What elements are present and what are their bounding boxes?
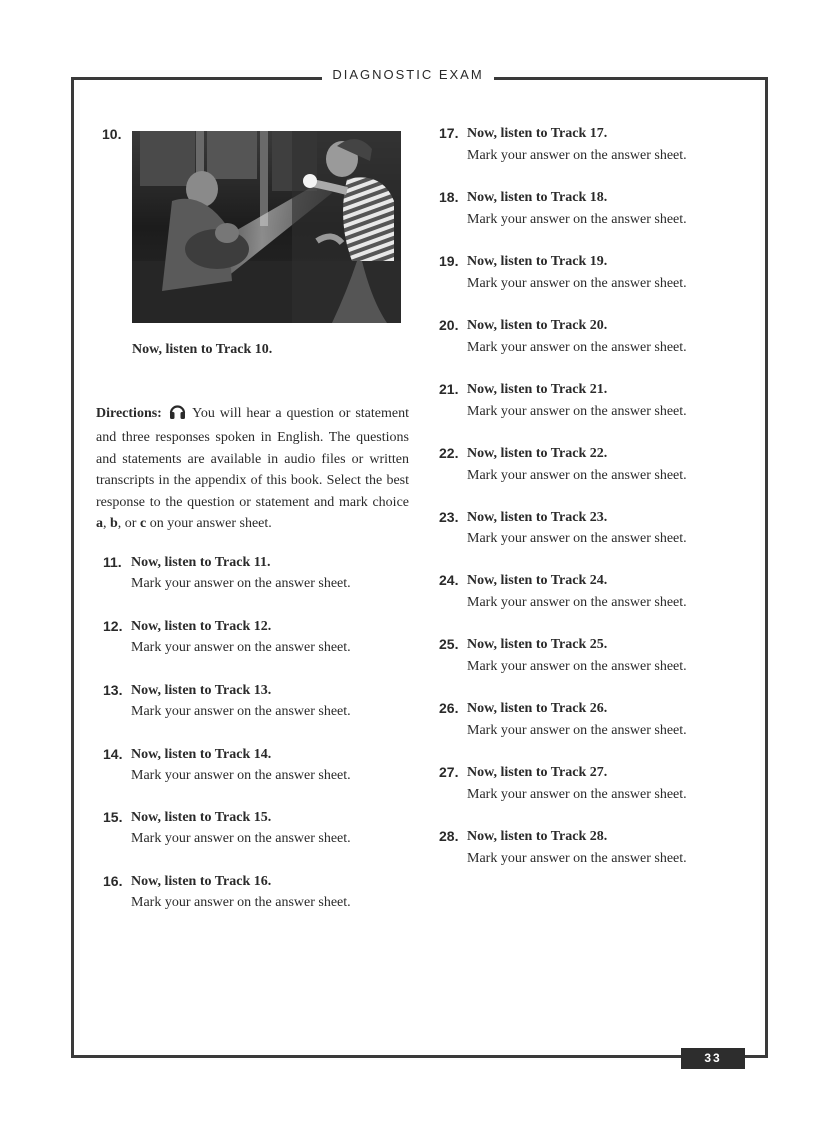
directions-block — [96, 403, 409, 534]
question-number: 16. — [103, 873, 123, 889]
section-header — [0, 66, 816, 84]
headphones-icon — [169, 403, 186, 427]
question-instruction: Mark your answer on the answer sheet. — [467, 787, 687, 802]
question-number: 23. — [439, 509, 459, 525]
question-instruction: Mark your answer on the answer sheet. — [467, 404, 687, 419]
question-title: Now, listen to Track 15. — [131, 810, 272, 825]
question-title: Now, listen to Track 14. — [131, 747, 272, 762]
question-title: Now, listen to Track 11. — [131, 555, 271, 570]
question-title: Now, listen to Track 21. — [467, 382, 608, 397]
question-number: 20. — [439, 317, 459, 333]
question-number: 22. — [439, 445, 459, 461]
question-instruction: Mark your answer on the answer sheet. — [131, 831, 351, 846]
question-instruction: Mark your answer on the answer sheet. — [131, 704, 351, 719]
question-title: Now, listen to Track 18. — [467, 190, 608, 205]
question-instruction: Mark your answer on the answer sheet. — [467, 276, 687, 291]
question-title: Now, listen to Track 13. — [131, 683, 272, 698]
question-title: Now, listen to Track 24. — [467, 573, 608, 588]
question-instruction: Mark your answer on the answer sheet. — [467, 659, 687, 674]
question-number: 25. — [439, 636, 459, 652]
question-number: 12. — [103, 618, 123, 634]
question-instruction: Mark your answer on the answer sheet. — [467, 212, 687, 227]
directions-label: Directions: — [96, 406, 162, 421]
photo-illustration — [132, 131, 401, 323]
section-header-label: DIAGNOSTIC EXAM — [322, 67, 493, 82]
question-10-caption: Now, listen to Track 10. — [132, 342, 273, 357]
question-number: 26. — [439, 700, 459, 716]
question-number: 24. — [439, 572, 459, 588]
choice-c: c — [139, 516, 147, 532]
question-title: Now, listen to Track 16. — [131, 874, 272, 889]
question-instruction: Mark your answer on the answer sheet. — [467, 531, 687, 546]
question-instruction: Mark your answer on the answer sheet. — [467, 148, 687, 163]
question-number: 17. — [439, 125, 459, 141]
directions-text-end: on your answer sheet. — [146, 516, 272, 532]
question-number: 10. — [102, 126, 122, 142]
question-instruction: Mark your answer on the answer sheet. — [467, 723, 687, 738]
question-instruction: Mark your answer on the answer sheet. — [467, 851, 687, 866]
question-title: Now, listen to Track 23. — [467, 510, 608, 525]
choice-a: a — [96, 516, 103, 532]
question-number: 18. — [439, 189, 459, 205]
question-number: 13. — [103, 682, 123, 698]
question-title: Now, listen to Track 26. — [467, 701, 608, 716]
separator: , — [103, 516, 110, 532]
directions-text: You will hear a question or statement and three responses spoken in English. The questions and statements are available in audio files or written transcripts in the appendix of this book. Select the best response to the question or statement and mark choice — [96, 406, 409, 510]
question-title: Now, listen to Track 27. — [467, 765, 608, 780]
separator: , or — [117, 516, 140, 532]
question-instruction: Mark your answer on the answer sheet. — [467, 340, 687, 355]
question-instruction: Mark your answer on the answer sheet. — [131, 576, 351, 591]
question-title: Now, listen to Track 25. — [467, 637, 608, 652]
question-title: Now, listen to Track 20. — [467, 318, 608, 333]
question-instruction: Mark your answer on the answer sheet. — [131, 768, 351, 783]
question-number: 19. — [439, 253, 459, 269]
page-number: 33 — [681, 1048, 745, 1069]
question-title: Now, listen to Track 28. — [467, 829, 608, 844]
question-instruction: Mark your answer on the answer sheet. — [467, 468, 687, 483]
question-number: 11. — [103, 554, 122, 570]
question-number: 14. — [103, 746, 123, 762]
question-number: 15. — [103, 809, 123, 825]
question-title: Now, listen to Track 12. — [131, 619, 272, 634]
question-title: Now, listen to Track 17. — [467, 126, 608, 141]
question-number: 27. — [439, 764, 459, 780]
question-number: 28. — [439, 828, 459, 844]
question-10-photo — [132, 131, 401, 323]
question-instruction: Mark your answer on the answer sheet. — [131, 640, 351, 655]
question-instruction: Mark your answer on the answer sheet. — [467, 595, 687, 610]
question-title: Now, listen to Track 19. — [467, 254, 608, 269]
question-instruction: Mark your answer on the answer sheet. — [131, 895, 351, 910]
question-title: Now, listen to Track 22. — [467, 446, 608, 461]
question-number: 21. — [439, 381, 459, 397]
choice-b: b — [110, 516, 118, 532]
